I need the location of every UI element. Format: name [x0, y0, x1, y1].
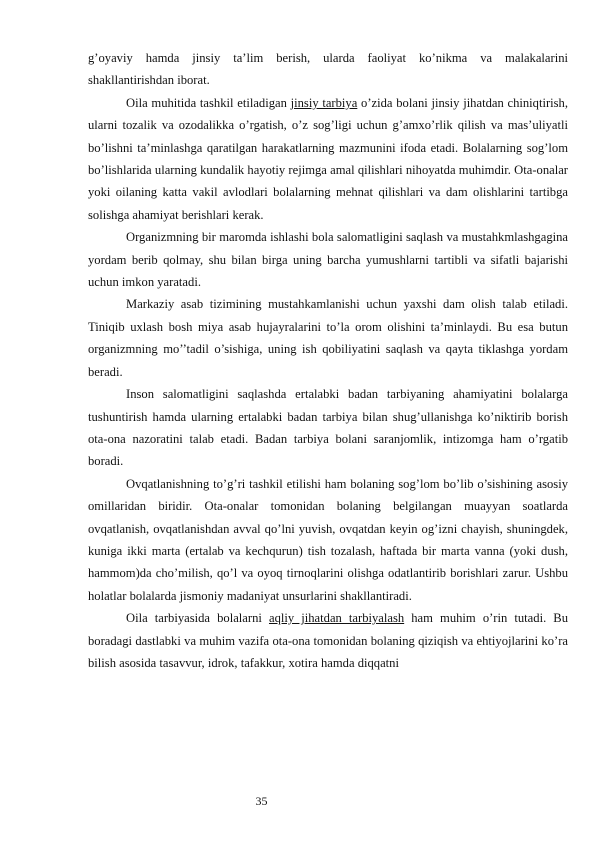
paragraph-1	[88, 47, 568, 92]
paragraph-6	[88, 473, 568, 607]
page-number	[0, 794, 595, 809]
page-number-text: 35	[255, 794, 268, 808]
jinsiy-tarbiya-link[interactable]: jinsiy tarbiya	[290, 95, 358, 110]
paragraph-3	[88, 226, 568, 293]
paragraph-2-text-after: o’zida bolani jinsiy jihatdan chiniqtirish, ularni tozalik va ozodalikka o’rgatish, o’z sog’ligi uchun g’amxo’rlik qilish va mas’uliyatli bo’lishni ta’minlashga qaratilgan harakatlarning mazmunini ifoda etadi. Bolalarning sog’lom bo’lishlarida ularning kundalik hayotiy rejimga amal qilishlari nihoyatda muhimdir. Ota-onalar yoki oilaning katta vakil avlodlari bolalarning mehnat qilishlari va dam olishlarini tartibga solishga ahamiyat berishlari kerak.	[88, 95, 569, 222]
paragraph-4	[88, 293, 568, 383]
paragraph-2-text-before: Oila muhitida tashkil etiladigan	[126, 95, 291, 110]
paragraph-5-text: Inson salomatligini saqlashda ertalabki badan tarbiyaning ahamiyatini bolalarga tushuntirish hamda ularning ertalabki badan tarbiya bilan shug’ullanishga ko’niktirib borish ota-ona nazoratini talab etadi. Badan tarbiya bolani saranjomlik, intizomga ham o’rgatib boradi.	[88, 387, 568, 469]
document-page	[88, 47, 568, 674]
paragraph-5	[88, 383, 568, 473]
paragraph-1-text: g’oyaviy hamda jinsiy ta’lim berish, ularda faoliyat ko’nikma va malakalarini shakllantirishdan iborat.	[88, 51, 568, 88]
paragraph-2	[88, 92, 568, 226]
paragraph-7-text-before: Oila tarbiyasida bolalarni	[126, 611, 269, 626]
paragraph-4-text: Markaziy asab tizimining mustahkamlanishi uchun yaxshi dam olish talab etiladi. Tiniqib uxlash bosh miya asab hujayralarini to’la orom olishini ta’minlaydi. Bu esa butun organizmning mo’’tadil o’sishiga, uning ish qobiliyatini saqlash va qayta tiklashga yordam beradi.	[88, 297, 568, 379]
paragraph-6-text: Ovqatlanishning to’g’ri tashkil etilishi ham bolaning sog’lom bo’lib o’sishining asosiy omillaridan biridir. Ota-onalar tomonidan bolaning belgilangan muayyan soatlarda ovqatlanish, ovqatlanishdan avval qo’lni yuvish, ovqatdan keyin og’izni chayish, shuningdek, kuniga ikki marta (ertalab va kechqurun) tish tozalash, haftada bir marta vanna (yoki dush, hammom)da cho’milish, qo’l va oyoq tirnoqlarini olishga odatlantirib borishlari zarur. Ushbu holatlar bolalarda jismoniy madaniyat unsurlarini shakllantiradi.	[88, 476, 568, 603]
paragraph-7	[88, 607, 568, 674]
paragraph-7-text-after: ham muhim o’rin tutadi. Bu boradagi dastlabki va muhim vazifa ota-ona tomonidan bolaning qiziqish va ehtiyojlarini ko’ra bilish asosida tasavvur, idrok, tafakkur, xotira hamda diqqatni	[88, 611, 569, 670]
aqliy-tarbiyalash-link[interactable]: aqliy jihatdan tarbiyalash	[268, 611, 405, 626]
paragraph-3-text: Organizmning bir maromda ishlashi bola salomatligini saqlash va mustahkmlashgagina yordam berib qolmay, shu bilan birga uning barcha yumushlarni tartibli va sifatli bajarishi uchun imkon yaratadi.	[88, 230, 568, 290]
